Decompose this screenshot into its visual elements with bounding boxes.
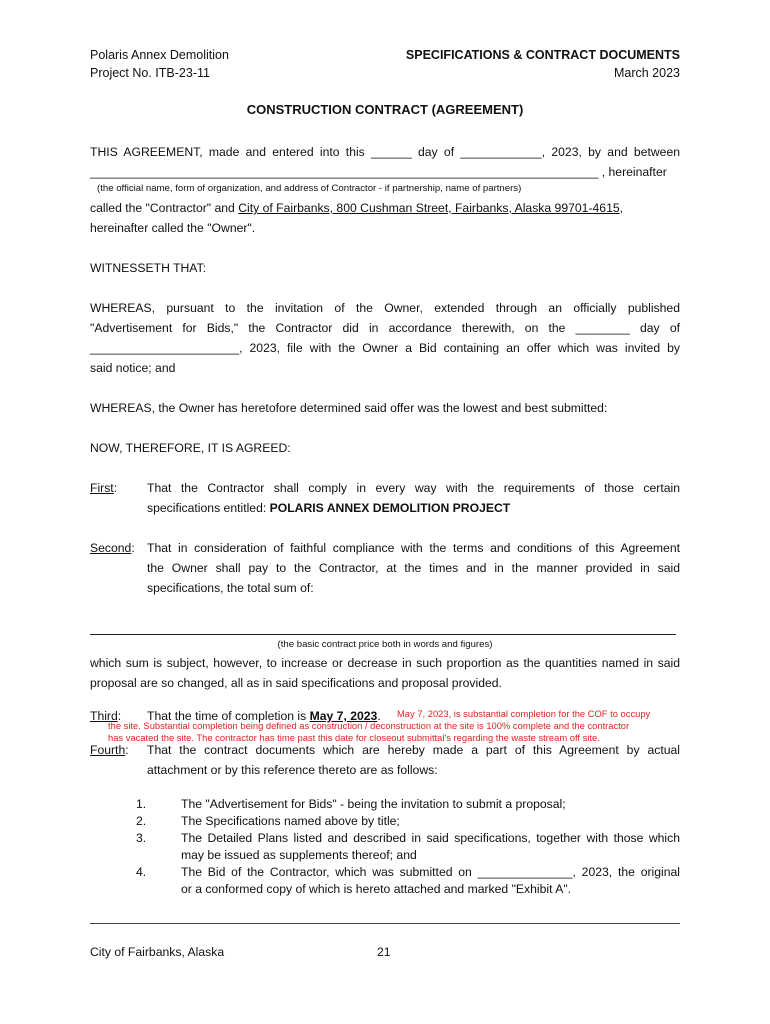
header-project-name: Polaris Annex Demolition	[90, 48, 229, 62]
first-line-1: That the Contractor shall comply in every way with the requirements of those certain	[147, 481, 680, 495]
list-item: The Bid of the Contractor, which was submitted on ______________, 2023, the original	[181, 865, 680, 879]
third-text: That the time of completion is May 7, 2023.	[147, 709, 381, 723]
fourth-line-2: attachment or by this reference thereto are as follows:	[147, 763, 438, 777]
intro-line-3: called the "Contractor" and City of Fairbanks, 800 Cushman Street, Fairbanks, Alaska 99701-4615,	[90, 201, 624, 215]
whereas1-line-1: WHEREAS, pursuant to the invitation of the Owner, extended through an officially published	[90, 301, 680, 315]
list-item-number: 1.	[136, 797, 147, 811]
project-title: POLARIS ANNEX DEMOLITION PROJECT	[269, 501, 511, 515]
annotation-line-3: has vacated the site. The contractor has time past this date for closeout submittal's regarding the waste stream off site.	[108, 732, 600, 743]
intro-line-2: ___________________________________________________________________________ , hereinafter	[90, 165, 667, 179]
list-item-number: 4.	[136, 865, 147, 879]
first-line-2: specifications entitled: POLARIS ANNEX DEMOLITION PROJECT	[147, 501, 511, 515]
list-item: The Detailed Plans listed and described in said specifications, together with those which	[181, 831, 680, 845]
fourth-label: Fourth:	[90, 743, 129, 757]
list-item: The "Advertisement for Bids" - being the invitation to submit a proposal;	[181, 797, 566, 811]
price-text-line-2: proposal are so changed, all as in said specifications and proposal provided.	[90, 676, 502, 690]
second-line-1: That in consideration of faithful compliance with the terms and conditions of this Agreement	[147, 541, 680, 555]
owner-address: City of Fairbanks, 800 Cushman Street, Fairbanks, Alaska 99701-4615	[238, 201, 620, 215]
header-project-no: Project No. ITB-23-11	[90, 66, 210, 80]
whereas1-line-4: said notice; and	[90, 361, 176, 375]
page-title: CONSTRUCTION CONTRACT (AGREEMENT)	[246, 102, 524, 117]
witnesseth-heading: WITNESSETH THAT:	[90, 261, 207, 275]
list-item-continued: may be issued as supplements thereof; and	[181, 848, 417, 862]
list-item-number: 2.	[136, 814, 147, 828]
annotation-line-2: the site. Substantial completion being defined as construction / deconstruction at the site is 100% complete and the contractor	[108, 720, 630, 731]
intro-line-1: THIS AGREEMENT, made and entered into this ______ day of ____________, 2023, by and between	[90, 145, 680, 159]
footer-city: City of Fairbanks, Alaska	[90, 945, 225, 959]
second-line-3: specifications, the total sum of:	[147, 581, 314, 595]
footer-divider	[90, 923, 680, 924]
first-label: First:	[90, 481, 118, 495]
price-text-line-1: which sum is subject, however, to increase or decrease in such proportion as the quantities named in said	[90, 656, 680, 670]
whereas2-paragraph: WHEREAS, the Owner has heretofore determined said offer was the lowest and best submitted:	[90, 401, 608, 415]
second-line-2: the Owner shall pay to the Contractor, at the times and in the manner provided in said	[147, 561, 680, 575]
second-label: Second:	[90, 541, 135, 555]
third-label: Third:	[90, 709, 122, 723]
fourth-line-1: That the contract documents which are hereby made a part of this Agreement by actual	[147, 743, 680, 757]
price-blank-line	[90, 634, 676, 635]
price-note: (the basic contract price both in words and figures)	[277, 639, 493, 650]
intro-contractor-note: (the official name, form of organization, and address of Contractor - if partnership, name of partners)	[97, 183, 522, 194]
list-item-number: 3.	[136, 831, 147, 845]
header-doc-type: SPECIFICATIONS & CONTRACT DOCUMENTS	[405, 48, 680, 62]
completion-date: May 7, 2023	[309, 709, 378, 723]
whereas1-line-3: ______________________, 2023, file with the Owner a Bid containing an offer which was invited by	[90, 341, 680, 355]
now-therefore-heading: NOW, THEREFORE, IT IS AGREED:	[90, 441, 291, 455]
list-item: The Specifications named above by title;	[181, 814, 400, 828]
page-number: 21	[377, 945, 391, 959]
intro-line-4: hereinafter called the "Owner".	[90, 221, 256, 235]
list-item-continued: or a conformed copy of which is hereto attached and marked "Exhibit A".	[181, 882, 572, 896]
whereas1-line-2: "Advertisement for Bids," the Contractor did in accordance therewith, on the ________ day of	[90, 321, 680, 335]
annotation-line-1: May 7, 2023, is substantial completion for the COF to occupy	[397, 708, 651, 719]
header-date: March 2023	[613, 66, 680, 80]
